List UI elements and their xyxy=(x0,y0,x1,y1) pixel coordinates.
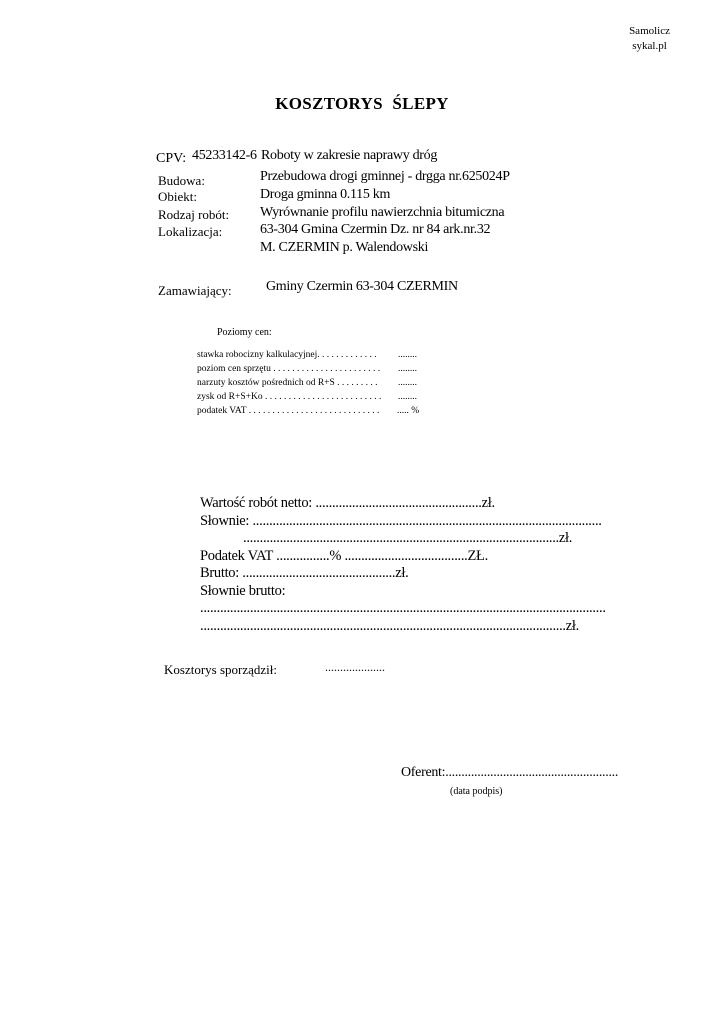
info-value-rodzaj: Wyrównanie profilu nawierzchnia bitumiczna xyxy=(260,205,505,220)
price-level-label-zysk: zysk od R+S+Ko . . . . . . . . . . . . . . . . . . . . . . . . . xyxy=(197,392,382,402)
summary-brutto: Brutto: ..............................................zł. xyxy=(200,565,409,581)
price-levels-heading: Poziomy cen: xyxy=(217,327,272,338)
corner-note xyxy=(629,24,670,54)
price-level-label-sprzet: poziom cen sprzętu . . . . . . . . . . . . . . . . . . . . . . . xyxy=(197,364,381,374)
summary-brutto-line-2: ..............................................................................................................zł. xyxy=(200,618,579,634)
summary-brutto-line-1: .......................................................................................................................... xyxy=(200,600,606,616)
zamawiajacy-label: Zamawiający: xyxy=(158,283,232,298)
info-label-budowa: Budowa: xyxy=(158,173,205,188)
prepared-by-value: .................... xyxy=(325,660,385,674)
summary-vat: Podatek VAT ................% .....................................ZŁ. xyxy=(200,548,488,564)
info-label-rodzaj: Rodzaj robót: xyxy=(158,207,230,222)
cpv-description: Roboty w zakresie naprawy dróg xyxy=(261,148,438,163)
info-label-lokalizacja: Lokalizacja: xyxy=(158,224,223,239)
info-value-obiekt: Droga gminna 0.115 km xyxy=(260,187,391,202)
price-level-value-robocizna: ........ xyxy=(398,350,417,360)
summary-slownie: Słownie: ......................................................................................................... xyxy=(200,513,602,529)
summary-slownie-cont: ...............................................................................................zł. xyxy=(243,530,573,546)
price-level-label-narzuty: narzuty kosztów pośrednich od R+S . . . . . . . . . xyxy=(197,378,378,388)
info-label-obiekt: Obiekt: xyxy=(158,189,197,204)
cpv-label: CPV: xyxy=(156,151,187,166)
price-level-value-vat: ..... % xyxy=(397,406,420,416)
summary-netto: Wartość robót netto: ..................................................zł. xyxy=(200,495,495,511)
info-value-lokalizacja-2: M. CZERMIN p. Walendowski xyxy=(260,240,429,255)
signature-hint: (data podpis) xyxy=(450,786,503,797)
oferent-line: Oferent:...................................................... xyxy=(401,765,619,780)
cpv-code: 45233142-6 xyxy=(192,148,257,163)
corner-line-2: sykal.pl xyxy=(632,40,667,52)
corner-line-1: Samolicz xyxy=(629,25,670,37)
price-level-value-narzuty: ........ xyxy=(398,378,417,388)
price-level-label-robocizna: stawka robocizny kalkulacyjnej. . . . . . . . . . . . . xyxy=(197,350,377,360)
info-value-budowa: Przebudowa drogi gminnej - drgga nr.625024P xyxy=(260,169,510,184)
price-level-value-zysk: ........ xyxy=(398,392,417,402)
document-title: KOSZTORYS ŚLEPY xyxy=(275,94,449,113)
price-level-label-vat: podatek VAT . . . . . . . . . . . . . . . . . . . . . . . . . . . . xyxy=(197,406,380,416)
prepared-by-label: Kosztorys sporządził: xyxy=(164,662,278,677)
zamawiajacy-value: Gminy Czermin 63-304 CZERMIN xyxy=(266,279,458,294)
summary-slownie-brutto: Słownie brutto: xyxy=(200,583,286,599)
price-level-value-sprzet: ........ xyxy=(398,364,417,374)
info-value-lokalizacja: 63-304 Gmina Czermin Dz. nr 84 ark.nr.32 xyxy=(260,222,491,237)
